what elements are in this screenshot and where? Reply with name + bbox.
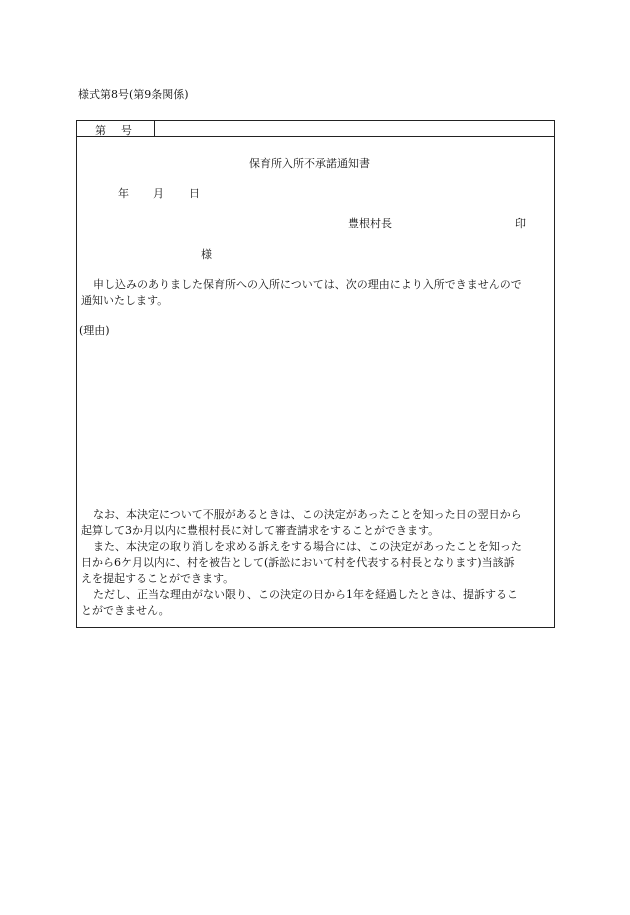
notice-p2-line2: 日から6ケ月以内に、村を被告として(訴訟において村を代表する村長となります)当該訴 — [81, 556, 515, 569]
notice-p1-line1: なお、本決定について不服があるときは、この決定があったことを知った日の翌日から — [93, 508, 522, 521]
body-text-line1: 申し込みのありました保育所への入所については、次の理由により入所できませんので — [93, 278, 522, 291]
form-number-label: 様式第8号(第9条関係) — [78, 88, 189, 101]
notice-p2-line1: また、本決定の取り消しを求める訴えをする場合には、この決定があったことを知った — [93, 540, 522, 553]
seal-mark: 印 — [515, 217, 526, 230]
notice-p2-line3: えを提起することができます。 — [81, 572, 235, 585]
document-number-cell — [77, 121, 155, 136]
date-month-label: 月 — [153, 187, 164, 200]
notice-p3-line1: ただし、正当な理由がない限り、この決定の日から1年を経過したときは、提訴するこ — [93, 588, 518, 601]
notice-p1-line2: 起算して3か月以内に豊根村長に対して審査請求をすることができます。 — [81, 524, 440, 537]
date-day-label: 日 — [189, 187, 200, 200]
recipient-honorific: 様 — [201, 248, 212, 261]
body-text-line2: 通知いたします。 — [81, 294, 169, 307]
notice-p3-line2: とができません。 — [81, 604, 170, 617]
issuer-name: 豊根村長 — [348, 217, 392, 230]
number-dai-label: 第 — [95, 124, 106, 137]
document-number-row — [77, 121, 554, 137]
document-title: 保育所入所不承諾通知書 — [249, 157, 370, 170]
number-gou-label: 号 — [121, 124, 132, 137]
reason-label: (理由) — [79, 324, 110, 337]
date-year-label: 年 — [118, 187, 129, 200]
